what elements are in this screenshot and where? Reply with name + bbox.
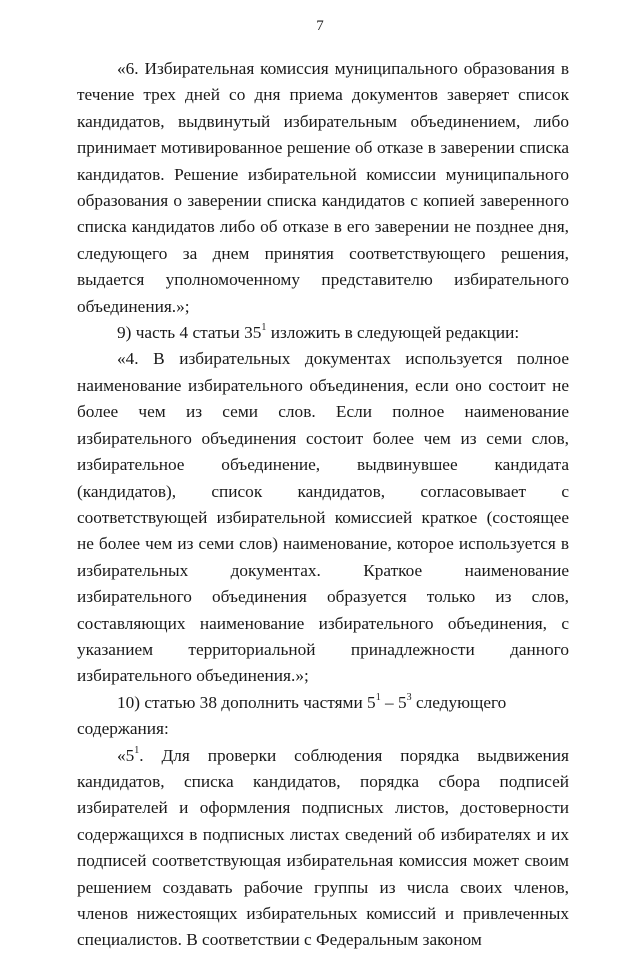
working-groups-text-end: . Для проверки соблюдения порядка выдвижения кандидатов, списка кандидатов, порядка сбора подписей избирателей и оформления подписных листов, достоверности содержащихся в подписных листах сведений об избирателях и их подписей соответствующая избирательная комиссия может своим решением создавать рабочие группы из числа своих членов, членов нижестоящих избирательных комиссий и привлеченных специалистов. В соответствии с Федеральным законом xyxy=(77,745,569,950)
page-number: 7 xyxy=(316,18,324,34)
amendment-10-text-start: 10) статью 38 дополнить частями 5 xyxy=(117,692,376,712)
document-body xyxy=(77,56,569,954)
paragraph-party-name: «4. В избирательных документах используется полное наименование избирательного объединения, если оно состоит не более чем из семи слов. Если полное наименование избирательного объединения состоит более чем из семи слов, избирательное объединение, выдвинувшее кандидата (кандидатов), список кандидатов, согласовывает с соответствующей избирательной комиссией краткое (состоящее не более чем из семи слов) наименование, которое используется в избирательных документах. Краткое наименование избирательного объединения образуется только из слов, составляющих наименование избирательного объединения, с указанием территориальной принадлежности данного избирательного объединения.»; xyxy=(77,349,569,686)
amendment-10-text-end: следующего содержания: xyxy=(77,692,507,739)
paragraph-amendment-10 xyxy=(77,690,569,743)
paragraph-amendment-9 xyxy=(77,320,569,346)
amendment-10-text-middle: – 5 xyxy=(380,692,407,712)
amendment-10-superscript-1: 1 xyxy=(375,691,381,703)
paragraph-commission-certification: «6. Избирательная комиссия муниципального образования в течение трех дней со дня приема документов заверяет список кандидатов, выдвинутый избирательным объединением, либо принимает мотивированное решение об отказе в заверении списка кандидатов. Решение избирательной комиссии муниципального образования о заверении списка кандидатов с копией заверенного списка кандидатов либо об отказе в его заверении не позднее дня, следующего за днем принятия соответствующего решения, выдается уполномоченному представителю избирательного объединения.»; xyxy=(77,59,569,316)
paragraph-working-groups xyxy=(77,743,569,954)
amendment-9-text-start: 9) часть 4 статьи 35 xyxy=(117,323,262,343)
amendment-10-superscript-2: 3 xyxy=(406,691,412,703)
amendment-9-superscript: 1 xyxy=(261,322,267,334)
working-groups-superscript: 1 xyxy=(134,744,140,756)
amendment-9-text-end: изложить в следующей редакции: xyxy=(266,323,520,343)
working-groups-text-start: «5 xyxy=(117,745,135,765)
